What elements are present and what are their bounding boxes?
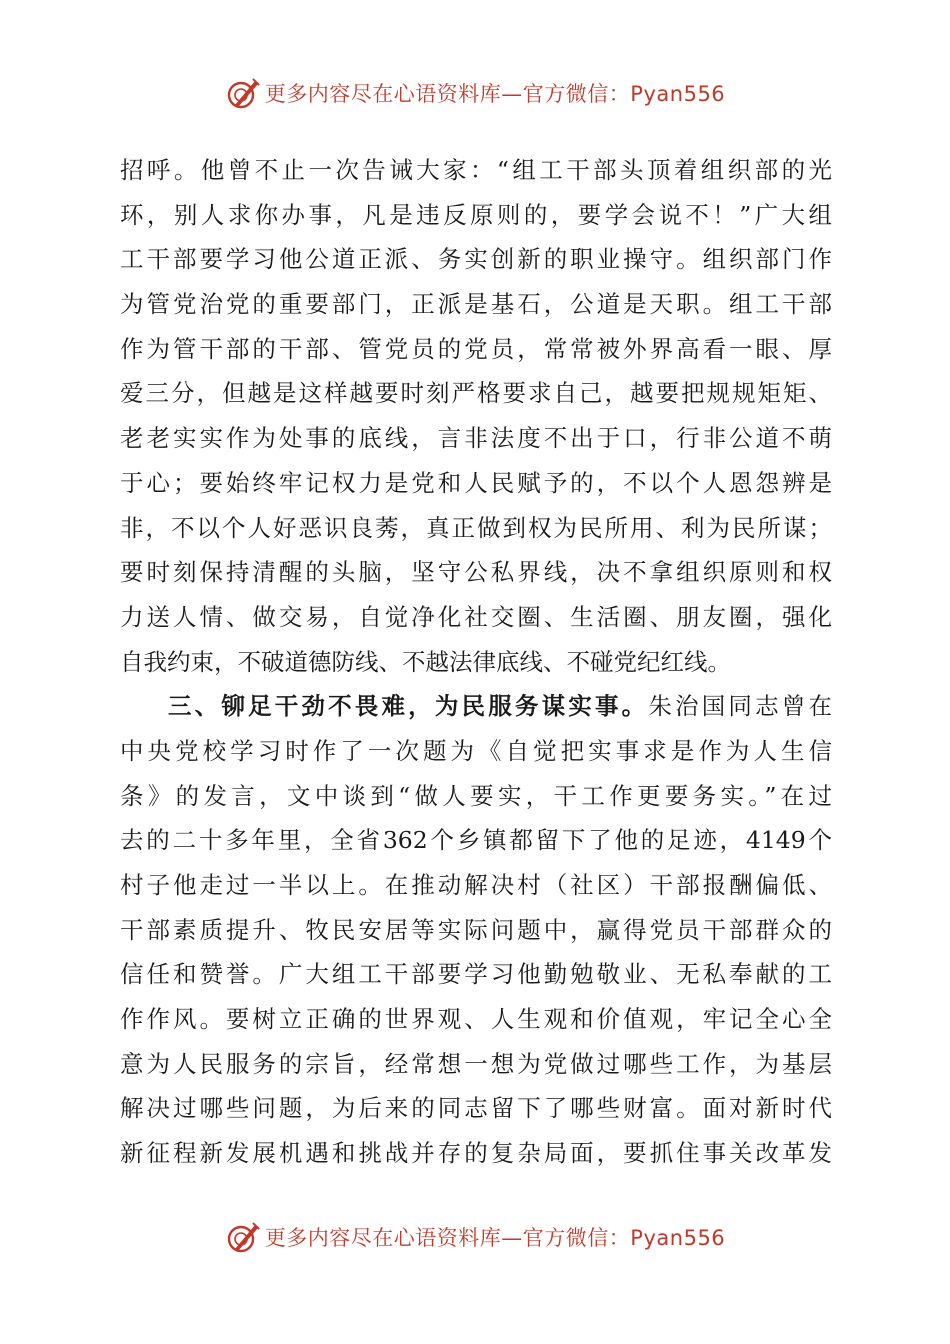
text-line: 于心；要始终牢记权力是党和人民赋予的，不以个人恩怨辨是 [120, 468, 832, 497]
banner-text: 更多内容尽在心语资料库—官方微信：Pyan556 [264, 82, 726, 106]
text-line: 力送人情、做交易，自觉净化社交圈、生活圈、朋友圈，强化 [120, 602, 832, 631]
text-line: 老老实实作为处事的底线，言非法度不出于口，行非公道不萌 [120, 424, 832, 453]
text-line: 为管党治党的重要部门，正派是基石，公道是天职。组工干部 [120, 290, 832, 319]
text-line: 意为人民服务的宗旨，经常想一想为党做过哪些工作，为基层 [120, 1049, 832, 1078]
text-line: 要时刻保持清醒的头脑，坚守公私界线，决不拿组织原则和权 [120, 558, 832, 587]
text-line: 工干部要学习他公道正派、务实创新的职业操守。组织部门作 [120, 245, 832, 274]
text-line: 去的二十多年里，全省362个乡镇都留下了他的足迹，4149个 [120, 826, 832, 855]
text-line: 新征程新发展机遇和挑战并存的复杂局面，要抓住事关改革发 [120, 1139, 832, 1168]
text-line: 解决过哪些问题，为后来的同志留下了哪些财富。面对新时代 [120, 1094, 832, 1123]
text-line: 作作风。要树立正确的世界观、人生观和价值观，牢记全心全 [120, 1005, 832, 1034]
text-span: 朱治国同志曾在 [648, 692, 832, 721]
paragraph-section-three [120, 684, 832, 1176]
header-watermark-banner [0, 68, 950, 118]
paragraph-integrity [120, 148, 832, 684]
text-line: 非，不以个人好恶识良莠，真正做到权为民所用、利为民所谋； [120, 513, 832, 542]
text-line: 条》的发言，文中谈到“做人要实，干工作更要务实。”在过 [120, 781, 832, 810]
text-line: 作为管干部的干部、管党员的党员，常常被外界高看一眼、厚 [120, 334, 832, 363]
document-body [120, 148, 832, 1176]
pen-logo-icon [225, 75, 261, 111]
text-line: 招呼。他曾不止一次告诫大家：“组工干部头顶着组织部的光 [120, 156, 832, 184]
text-line-with-heading [120, 684, 832, 729]
text-line: 干部素质提升、牧民安居等实际问题中，赢得党员干部群众的 [120, 915, 832, 944]
text-line: 中央党校学习时作了一次题为《自觉把实事求是作为人生信 [120, 736, 832, 765]
footer-watermark-banner [0, 1212, 950, 1262]
banner-text: 更多内容尽在心语资料库—官方微信：Pyan556 [264, 1226, 726, 1250]
text-line: 自我约束，不破道德防线、不越法律底线、不碰党纪红线。 [120, 647, 731, 676]
text-line: 爱三分，但越是这样越要时刻严格要求自己，越要把规规矩矩、 [120, 379, 832, 408]
text-line: 信任和赞誉。广大组工干部要学习他勤勉敬业、无私奉献的工 [120, 960, 832, 989]
pen-logo-icon [225, 1219, 261, 1255]
text-line: 村子他走过一半以上。在推动解决村（社区）干部报酬偏低、 [120, 871, 832, 899]
section-heading: 三、铆足干劲不畏难，为民服务谋实事。 [168, 692, 649, 721]
text-line: 环，别人求你办事，凡是违反原则的，要学会说不！”广大组 [120, 200, 832, 229]
